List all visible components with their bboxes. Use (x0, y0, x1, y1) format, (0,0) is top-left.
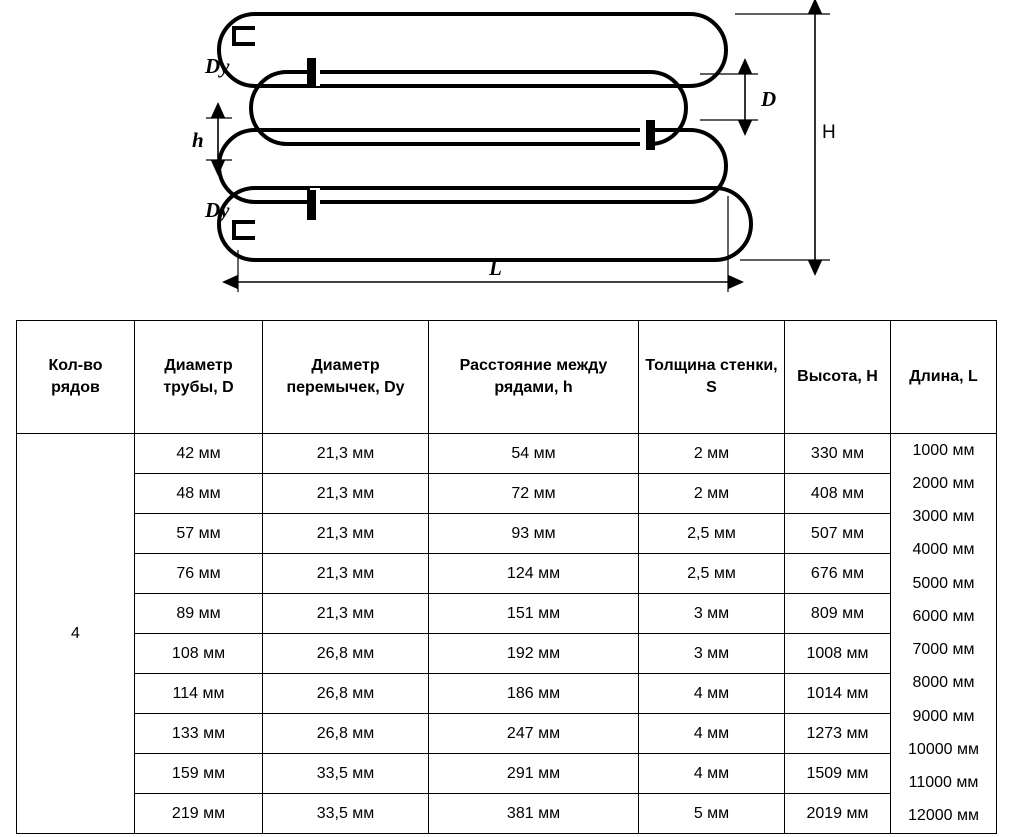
cell-height: 1008 мм (785, 634, 891, 674)
cell-pipe-diameter: 219 мм (135, 794, 263, 834)
cell-pipe-diameter: 89 мм (135, 594, 263, 634)
cell-wall-thickness: 2,5 мм (639, 514, 785, 554)
cell-wall-thickness: 3 мм (639, 634, 785, 674)
stub-outlet-bottom (234, 222, 255, 238)
cell-wall-thickness: 5 мм (639, 794, 785, 834)
pipe-row-4 (219, 188, 751, 260)
cell-row-spacing: 124 мм (429, 554, 639, 594)
label-height: H (822, 122, 836, 143)
register-diagram (0, 0, 1012, 318)
cell-jumper-diameter: 21,3 мм (263, 474, 429, 514)
label-dy-bottom: Dy (205, 198, 230, 222)
table-row (17, 754, 997, 794)
specification-table (16, 320, 997, 834)
cell-jumper-diameter: 21,3 мм (263, 514, 429, 554)
cell-height: 809 мм (785, 594, 891, 634)
cell-rows-count: 4 (17, 434, 135, 834)
header-length: Длина, L (891, 321, 997, 434)
length-option: 1000 мм (912, 441, 975, 459)
label-dy-top: Dy (205, 54, 230, 78)
cell-height: 1509 мм (785, 754, 891, 794)
length-option: 9000 мм (912, 707, 975, 725)
cell-jumper-diameter: 21,3 мм (263, 594, 429, 634)
cell-wall-thickness: 4 мм (639, 714, 785, 754)
jumper-middle (646, 120, 655, 150)
header-row-spacing: Расстояние между рядами, h (429, 321, 639, 434)
cell-height: 507 мм (785, 514, 891, 554)
cell-row-spacing: 93 мм (429, 514, 639, 554)
table-row (17, 594, 997, 634)
length-option: 10000 мм (908, 740, 979, 758)
cell-row-spacing: 247 мм (429, 714, 639, 754)
cell-row-spacing: 186 мм (429, 674, 639, 714)
table-row (17, 474, 997, 514)
cell-wall-thickness: 2 мм (639, 434, 785, 474)
header-rows-count: Кол-во рядов (17, 321, 135, 434)
stub-inlet-top (234, 28, 255, 44)
cell-height: 408 мм (785, 474, 891, 514)
jumper-top (307, 58, 316, 88)
cell-row-spacing: 72 мм (429, 474, 639, 514)
cell-jumper-diameter: 26,8 мм (263, 674, 429, 714)
cell-wall-thickness: 4 мм (639, 754, 785, 794)
cell-row-spacing: 381 мм (429, 794, 639, 834)
cell-jumper-diameter: 26,8 мм (263, 714, 429, 754)
cell-jumper-diameter: 21,3 мм (263, 434, 429, 474)
cell-height: 1014 мм (785, 674, 891, 714)
label-d: D (761, 87, 777, 111)
cell-row-spacing: 192 мм (429, 634, 639, 674)
cell-jumper-diameter: 21,3 мм (263, 554, 429, 594)
cell-wall-thickness: 3 мм (639, 594, 785, 634)
cell-pipe-diameter: 42 мм (135, 434, 263, 474)
label-h: h (192, 128, 204, 152)
cell-pipe-diameter: 48 мм (135, 474, 263, 514)
length-option: 8000 мм (912, 674, 975, 692)
cell-height: 1273 мм (785, 714, 891, 754)
table-row (17, 674, 997, 714)
table-header-row (17, 321, 997, 434)
header-height: Высота, H (785, 321, 891, 434)
table-row (17, 514, 997, 554)
cell-wall-thickness: 2 мм (639, 474, 785, 514)
cell-pipe-diameter: 133 мм (135, 714, 263, 754)
jumper-bottom (307, 190, 316, 220)
cell-length-list (891, 434, 997, 834)
header-pipe-diameter: Диаметр трубы, D (135, 321, 263, 434)
cell-pipe-diameter: 57 мм (135, 514, 263, 554)
length-option: 3000 мм (912, 508, 975, 526)
table-row (17, 714, 997, 754)
cell-wall-thickness: 2,5 мм (639, 554, 785, 594)
table-row (17, 554, 997, 594)
length-option: 4000 мм (912, 541, 975, 559)
length-option: 6000 мм (912, 607, 975, 625)
pipe-row-1 (219, 14, 726, 86)
header-jumper-diameter: Диаметр перемычек, Dy (263, 321, 429, 434)
cell-jumper-diameter: 33,5 мм (263, 754, 429, 794)
length-option: 7000 мм (912, 641, 975, 659)
cell-row-spacing: 291 мм (429, 754, 639, 794)
cell-height: 676 мм (785, 554, 891, 594)
header-wall-thickness: Толщина стенки, S (639, 321, 785, 434)
table-row (17, 434, 997, 474)
length-option: 5000 мм (912, 574, 975, 592)
cell-pipe-diameter: 76 мм (135, 554, 263, 594)
length-option: 12000 мм (908, 807, 979, 825)
cell-pipe-diameter: 114 мм (135, 674, 263, 714)
cell-pipe-diameter: 159 мм (135, 754, 263, 794)
table-row (17, 634, 997, 674)
length-option: 11000 мм (908, 774, 979, 792)
cell-pipe-diameter: 108 мм (135, 634, 263, 674)
cell-wall-thickness: 4 мм (639, 674, 785, 714)
cell-row-spacing: 54 мм (429, 434, 639, 474)
cell-row-spacing: 151 мм (429, 594, 639, 634)
cell-jumper-diameter: 26,8 мм (263, 634, 429, 674)
register-diagram-svg (0, 0, 1012, 318)
cell-height: 2019 мм (785, 794, 891, 834)
cell-height: 330 мм (785, 434, 891, 474)
label-length: L (489, 256, 502, 280)
length-option: 2000 мм (912, 474, 975, 492)
table-row (17, 794, 997, 834)
cell-jumper-diameter: 33,5 мм (263, 794, 429, 834)
